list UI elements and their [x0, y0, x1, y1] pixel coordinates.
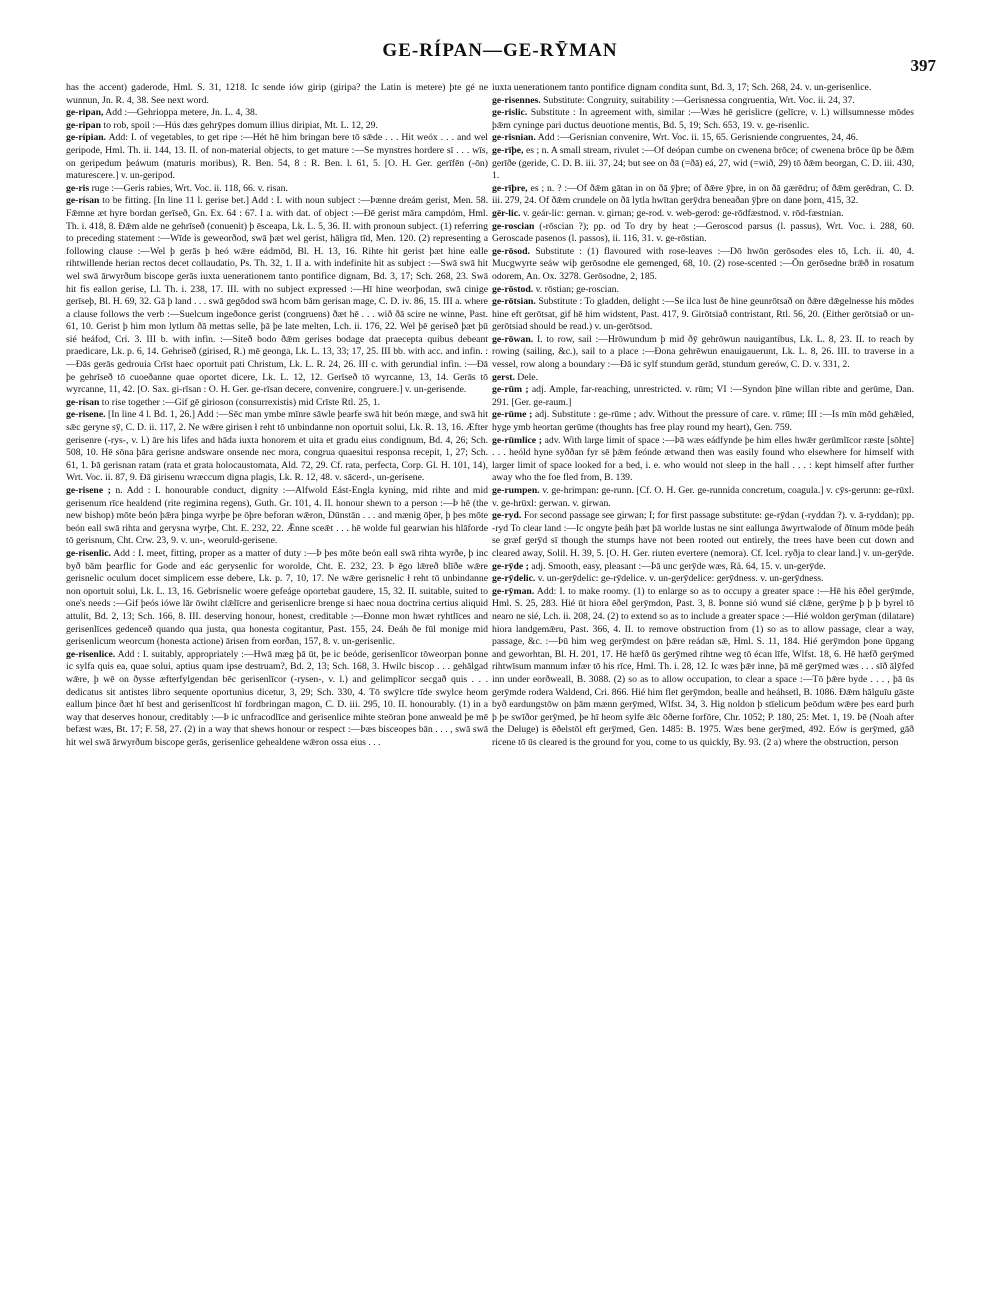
entry-headword: ge-rūme ;: [492, 409, 533, 421]
dictionary-entry: [492, 485, 914, 510]
dictionary-entry: [66, 195, 488, 397]
entry-text: n. Add : I. honourable conduct, dignity :—Alfwold Eást-Engla kyning, mid rihte and mid gerisenum rīce healdend (rite regimina regens), Guth. Gr. 101, 4. II. honour shewn to a person :—Þ hē (the new bishop) mōte beón þǣra þinga wyrþe þe ōþre beforan wǣron, Dūnstān . . . and mænig ōþer, þ þes mōte beón eall swā rihta and gerysna wyrþe, Cht. E. 232, 22. Ǣnne sceǣt . . . hē wolde ful gearwian his hlāforde tō gerisnum, Cht. Crw. 23, 9. v. un-, weoruld-gerisene.: [66, 485, 488, 547]
dictionary-entry: [66, 397, 488, 410]
dictionary-entry: [492, 586, 914, 750]
entry-headword: ge-ripan: [66, 119, 101, 131]
entry-headword: ge-risenlice.: [66, 648, 116, 660]
dictionary-entry: [66, 132, 488, 182]
entry-text: es ; n. A small stream, rivulet :—Of deópan cumbe on cwenena brōce; of cwenena brōce ūp be ðǣm gerīðe (geride, C. D. B. iii. 37, 24; but see on ðā (=ðā) eá, 27, wid (=wið, 29) tō ðǣm beorgan, C. D. iii. 430, 1.: [492, 144, 914, 182]
entry-text: Add :—Gehrioppa metere, Jn. L. 4, 38.: [105, 107, 258, 119]
dictionary-entry: [492, 145, 914, 183]
dictionary-entry: [492, 95, 914, 108]
dictionary-entry: [66, 120, 488, 133]
dictionary-entry: [66, 649, 488, 750]
entry-text: Add : I. meet, fitting, proper as a matter of duty :—Þ þes mōte beón eall swā rihta wyrðe, þ inc byð bām þearflic for Gode and eác gerysenlic for worolde, Cht. E. 232, 23. Þ ēgo lǣreð blīðe wǣre gerisnelic oculum docet simplicem esse debere, Lk. p. 7, 10, 17. Ne wǣre gerisnelic ł reht tō unbindanne non oportuit solui, Lk. L. 13, 16. Gebrisnelic woere gefeáge oportebat gaudere, 15, 32. II. suitable, suited to one's needs :—Gif þeós iówe lār ōwiht clǣlīcre and gerisenlicre brenge si haec noua doctrina certius aliquid attulit, Bd. 2, 13; Sch. 166, 8. III. deserving honour, honest, creditable :—Ðonne mon hwæt ryhtlīces and gerisenlīces gedenceð quando qua justa, qua honesta cogitantur, Past. 155, 24. Ðeáh ðe fūl monige mid gerisenlicum weorcum (honesta actione) ārisen from eorðan, 157, 8. v. un-gerisenlic.: [66, 547, 488, 648]
dictionary-entry: [66, 183, 488, 196]
entry-text: Substitute : In agreement with, similar :—Wæs hē gerislicre (gelīcre, v. l.) willsumnesse mōdes þǣm cyninge pari ductus deuotione mentis, Bd. 5, 19; Sch. 653, 19. v. ge-risenlic.: [492, 107, 914, 131]
dictionary-entry: [492, 409, 914, 434]
entry-headword: ge-ris: [66, 182, 90, 194]
dictionary-entry: [492, 573, 914, 586]
page-number: 397: [910, 56, 936, 75]
entry-headword: ge-rísan: [66, 396, 100, 408]
entry-headword: ge-risenlic.: [66, 547, 111, 559]
dictionary-entry: [492, 183, 914, 208]
entry-headword: ge-rípian.: [66, 132, 107, 144]
entry-headword: ge-rȳdelic.: [492, 573, 536, 585]
entry-headword: ge-risennes.: [492, 94, 541, 106]
entry-headword: ge-rōstod.: [492, 283, 534, 295]
entry-headword: ge-rȳde ;: [492, 560, 529, 572]
entry-headword: gerst.: [492, 371, 515, 383]
entry-headword: gēr-lic.: [492, 207, 521, 219]
dictionary-entry: [66, 107, 488, 120]
entry-headword: ge-rísan: [66, 195, 100, 207]
right-column: [492, 82, 914, 1282]
entry-text: adv. With large limit of space :—Þā wæs eádfynde þe him elles hwǣr gerūmlīcor ræste [sōhte] . . . heóld hyne syððan fyr sē þǣm feónde ætwand then was easily found who elsewhere for himself with larger limit of space looked for a bed, i. e. who would not sleep in the hall . . . : kept himself after further away who the foe fled from, B. 139.: [492, 434, 914, 484]
entry-text: has the accent) gaderode, Hml. S. 31, 1218. Ic sende iów girip (giripa? the Latin is metere) þte gé ne wunnun, Jn. R. 4, 38. See next word.: [66, 82, 488, 106]
page-header: [60, 40, 940, 76]
dictionary-entry: [66, 409, 488, 485]
dictionary-entry: [492, 107, 914, 132]
entry-headword: ge-rōsod.: [492, 245, 530, 257]
dictionary-entry: [492, 435, 914, 485]
entry-text: to be fitting. [In line 11 l. gerise bet.] Add : I. with noun subject :—Þænne dreám gerist, Men. 58. Fǣmne æt hyre bordan gerīseð, Gn. Ex. 64 : 67. I a. with dat. of object :—Ðē gerist māra campdóm, Hml. Th. i. 418, 8. Ðǣm alde ne gehrīseð (conuenit) þ ēsceapa, Lk. L. 5, 36. II. with pronoun subject. (1) referring to preceding statement :—Wīde is geweorðod, swā þæt wel gerist, hāligra tīd, Men. 120. (2) representing a following clause :—Wel þ gerās þ heó wǣre eádmōd, Bl. H. 13, 16. Rihte hit gerist þæt hine ealle rihtwillende herian rectos decet collaudatio, Ps. Th. 32, 1. II a. with indefinite hit as subject :—Swā swā hit wel swā ārwyrðum biscope gerās iuxta uenerationem tanto pontifice dignam, Bd. 3, 17; Sch. 268, 23. Swā hit fis eallon gerise, Ll. Th. i. 238, 17. III. with no subject expressed :—Hī hine weorþodan, swā cinige gerīseþ, Bl. H. 69, 32. Gā þ land . . . swā gegōdod swā hcom bām gerisan mage, C. D. iv. 86, 15. III a. where a clause follows the verb :—Suelcum ingeðonce gerist (congruens) ðæt hē . . . wið ðā scire ne winne, Past. 61, 10. Gerist þ him mon lytlum ðā mettas selle, þā þe late melten, Lch. ii. 176, 22. Wel þē geriseð þæt þū sié heáfod, Cri. 3. III b. with infin. :—Siteð bodo ðǣm gerises bodage dat praecepta quibus debeant praedicare, Lk. p. 6, 14. Gehriseð (girised, R.) mē geonga, Lk. L. 13, 33; 17, 25. III bb. with acc. and infin. :—Ðās gerās gedrouia Crīst haec oportuit pati Christum, Lk. L. R. 24, 26. III c. with gerundial infin. :—Ðā þe gehrīseð tō cuoeðanne quae oportet dicere, Lk. L. 12, 12. Gerīseð tō wyrcanne, 13, 14. Gerās tō wyrcanne, 11, 42. [O. Sax. gi-rīsan : O. H. Ger. ge-rīsan decere, convenire, congruere.] v. un-gerisende.: [66, 195, 488, 396]
entry-headword: ge-rīþe,: [492, 144, 524, 156]
entry-text: For second passage see girwan; I; for first passage substitute: ge-rȳdan (-ryddan ?). v. ā-ryddan); pp. -ryd To clear land :—Ic ongyte þeáh þæt þā worlde lustas ne sint eallunga āwyrtwalode of ðīnum mōde þeáh se græf gerȳd sī though the stumps have not been rooted out entirely, the trees have been cut down and cleared away, Solil. H. 39, 5. [O. H. Ger. riuten evertere (nemora). Cf. Icel. ryðja to clear land.] v. un-gerȳde.: [492, 510, 914, 559]
entry-headword: ge-rumpen.: [492, 485, 540, 496]
entry-text: Add: I. of vegetables, to get ripe :—Hét hē him bringan bere tō sǣde . . . Hit weóx . . . and wel geripode, Hml. Th. ii. 144, 13. II. of non-material objects, to get mature :—Se mynstres hordere sī . . . wīs, on geripedum þeáwum (maturis moribus), R. Ben. 54, 8 : R. Ben. l. 61, 5. [O. H. Ger. gerīfēn (-ōn) maturescere.] v. un-geripod.: [66, 132, 488, 182]
entry-text: Add: I. to make roomy. (1) to enlarge so as to occupy a greater space :—Hē his ēðel gerȳmde, Hml. S. 25, 283. Hié ūt hiora ēðel gerȳmdon, Past. 3, 8. Þonne sió wund sié clǣne, gerȳme þ þ þ byrel tō nearo ne sié, Lch. ii. 208, 24. (2) to extend so as to include a greater space :—Hié woldon gerȳman (dilatare) hiora landgemǣru, Past. 366, 4. II. to remove obstruction from (1) so as to allow passage, clear a way, passage, &c. :—Þū him weg gerȳmdest on þǣre reádan sǣ, Hml. S. 11, 184. Hié gerȳmdon þone ūpgang and geworhtan, Bl. H. 201, 17. Hē hæfð ūs gerȳmed rihtne weg tō écan līfe, Wlfst. 18, 6. Hē hæfð gerȳmed rihtwīsum mannum infær tō his rīce, Hml. Th. i. 28, 12. Ic wæs þǣr inne, þā mē gerȳmed wæs . . . sīð ālȳfed inn under eorðweall, B. 3088. (2) so as to allow occupation, to clear a space :—Tō þǣre byde . . . , þā ūs gerȳmde rodera Waldend, Cri. 866. Hié him flet gerȳmdon, bealle and heáhsetl, B. 1086. Ðǣm hālguīu gāste byð eardungstōw on þām mænn gerȳmed, Wlfst. 34, 3. Hig noldon þ stīelicum þeōdum wǣre þes eard þurh þ þe swīðor gerȳmed, þe hī heom sylfe ǣlc ōðerne forfōre, Chr. 1052; P. 180, 25: Met. 1, 19. Þē (Noah after the Deluge) is ēðelstōl eft gerȳmed, Gen. 1485: B. 1975. Wæs bene gerȳmed, 492. Eów is gerȳmed, gāð ricene tō ūs cleared is the ground for you, come to us quickly, By. 93. (2 a) where the obstruction, person: [492, 585, 914, 748]
entry-text: Substitute: Congruity, suitability :—Gerisnessa congruentia, Wrt. Voc. ii. 24, 37.: [543, 94, 855, 106]
entry-text: adj. Substitute : ge-rūme ; adv. Without the pressure of care. v. rūme; III :—Is mīn mōd gehǣled, hyge ymb heortan gerūme (thoughts has free play round my heart), Gen. 759.: [492, 409, 914, 434]
entry-text: ruge :—Geris rabies, Wrt. Voc. ii. 118, 66. v. risan.: [91, 182, 288, 194]
dictionary-entry: [66, 485, 488, 548]
entry-text: adj. Smooth, easy, pleasant :—Þā unc gerȳde wæs, Rä. 64, 15. v. un-gerȳde.: [531, 560, 826, 572]
dictionary-entry: [66, 82, 488, 107]
entry-headword: ge-rōwan.: [492, 333, 534, 345]
dictionary-entry: [492, 561, 914, 574]
dictionary-entry: [492, 284, 914, 297]
entry-headword: ge-rȳman.: [492, 585, 535, 597]
entry-headword: ge-rūm ;: [492, 384, 529, 396]
entry-text: to rob, spoil :—Hús dæs gehrȳpes domum illius diripiat, Mt. L. 12, 29.: [103, 119, 378, 131]
dictionary-entry: [492, 132, 914, 145]
entry-text: Dele.: [517, 371, 539, 383]
dictionary-entry: [492, 221, 914, 246]
left-column: [66, 82, 488, 1282]
entry-headword: ge-risnian.: [492, 132, 536, 144]
dictionary-entry: [492, 82, 914, 95]
entry-headword: ge-ryd.: [492, 510, 522, 522]
dictionary-entry: [492, 246, 914, 284]
entry-text: v. un-gerȳdelic: ge-rȳdelice. v. un-gerȳdelice: gerȳdness. v. un-gerȳdness.: [537, 573, 824, 585]
dictionary-entry: [492, 384, 914, 409]
dictionary-entry: [492, 208, 914, 221]
entry-headword: ge-risene.: [66, 409, 106, 421]
entry-headword: ge-risene ;: [66, 485, 111, 496]
dictionary-entry: [492, 334, 914, 372]
entry-text: v. geár-lic: gernan. v. girnan; ge-rod. v. web-gerod: ge-rōdfæstnod. v. rōd-fæstnian.: [522, 207, 844, 219]
entry-text: Add :—Gerisnian convenire, Wrt. Voc. ii. 15, 65. Gerisniende congruentes, 24, 46.: [537, 132, 859, 144]
entry-text: Substitute : To gladden, delight :—Se ilca lust ðe hine geunrōtsað on ðǣre dǣgelnesse his mōdes hine eft gerōtsat, gif hē him widstent, Past. 417, 9. Girōtsiað contristant, Rtl. 56, 20. (Either gerōtsiað or un-gerōtsiad should be read.) v. un-gerōtsod.: [492, 296, 914, 333]
entry-text: to rise together :—Gif gē girioson (consurrexistis) mid Crīste Rtl. 25, 1.: [101, 396, 381, 408]
entry-text: es ; n. ? :—Of ðǣm gātan in on ðā ȳþre; of ðǣre ȳþre, in on ðā gærēdru; of ðǣm gerēdran, C. D. iii. 279, 24. Of ðǣm crundele on ðā lytla hwītan gerȳdra beneaðan ȳþre on dane þorn, 415, 32.: [492, 182, 914, 207]
entry-headword: ge-rūmlice ;: [492, 434, 542, 446]
entry-headword: ge-ripan,: [66, 107, 104, 119]
entry-text: I. to row, sail :—Hrōwundum þ mid ðȳ gehrōwun nauigantibus, Lk. L. 8, 23. II. to reach by rowing (sailing, &c.), sail to a place :—Ðona gehrēwun enauigauerunt, Lk. L. 8, 26. III. to traverse in a vessel, row along a boundary :—Ðā ic sylf stundum gerād, stundum gereów, C. D. v. 331, 2.: [492, 333, 914, 371]
entry-headword: ge-rislic.: [492, 107, 528, 119]
entry-headword: ge-roscian: [492, 220, 535, 232]
dictionary-entry: [492, 372, 914, 385]
entry-text: [In line 4 l. Bd. 1, 26.] Add :—Sēc man ymbe mīnre sāwle þearfe swā hit beón mæge, and swā hit sǣc geryne sȳ, C. D. ii. 117, 2. Ne wǣre girisen ł reht tō unbindanne non oportuit solui, Lk. R. 13, 16. Æfter gerisenre (-rys-, v. l.) āre his lifes and hāda iuxta honorem et uita et gradu eius condignum, Bd. 4, 26; Sch. 508, 10. Hē sōna þāra gerisne andsware onsende nec mora, congrua quaesitui responsa recepit, 1, 27; Sch. 61, 1. Þā gerisnan ratam (rata et grata holocaustomata, Ald. 72, 29. Cf. rata, perfecta, Corp. Gl. H. 101, 14), Wrt. Voc. ii. 87, 9. Ðā girisenu wræccum digna plagis, Lk. R. 12, 48. v. sācerd-, un-gerisene.: [66, 409, 488, 484]
entry-text: Add : I. suitably, appropriately :—Hwā mæg þā ūt, þe ic beóde, gerisenlīcor tōweorpan þonne ic sylfa quis ea, quae solui, aptius quam ipse destruam?, Bd. 2, 13; Sch. 168, 3. Hwilc biscop . . . gehālgad wǣre, þ wē on ðysse æfterfylgendan bēc gerisenlīcor (-rysen-, v. l.) and gelimplīcor secgað quis . . . dedicatus sit antistes libro sequente oportunius dicetur, 3, 29; Sch. 330, 4. Tō swȳlcre tīde swylce heom eallum þince ðæt hī best and gerisenlīcost hī fordbringan magon, C. D. iii. 295, 10. II. honourably. (1) in a way that deserves honour, creditably :—Þ ic unfracodlīce and gerisenlice mihte steōran þone anweald þe mē befæst wæs, Bt. 17; F. 58, 27. (2) in a way that shews honour or respect :—Þæs bisceopes bān . . . , swā swā hit wel swā ārwyrðum biscope gerās, gerisenlice gehealdene wǣron ossa eius . . .: [66, 648, 488, 748]
running-head: GE-RÍPAN—GE-RȲMAN: [382, 40, 618, 61]
entry-headword: ge-rīþre,: [492, 182, 528, 194]
entry-headword: ge-rōtsian.: [492, 296, 536, 308]
entry-text: v. rōstian; ge-roscian.: [535, 283, 619, 295]
entry-text: Substitute : (1) flavoured with rose-leaves :—Dō hwōn gerōsodes eles tō, Lch. ii. 40, 4. Mucgwyrte seáw wiþ gerōsodne ele gemenged, 68, 10. (2) rose-scented :—Ōn gerōsedne brǣð in rosatum odorem, An. Ox. 3278. Gerōsodne, 2, 185.: [492, 245, 914, 282]
dictionary-entry: [492, 510, 914, 560]
entry-text: adj. Ample, far-reaching, unrestricted. v. rūm; VI :—Syndon þīne willan ribte and gerūme, Dan. 291. [Ger. ge-raum.]: [492, 384, 914, 408]
entry-text: (-rōscian ?); pp. od To dry by heat :—Geroscod parsus (l. passus), Wrt. Voc. i. 288, 60. Geroscade pasenos (l. passos), ii. 116, 31. v. ge-rōstian.: [492, 220, 914, 245]
entry-text: iuxta uenerationem tanto pontifice dignam condita sunt, Bd. 3, 17; Sch. 268, 24. v. un-gerisenlice.: [492, 82, 872, 93]
dictionary-entry: [492, 296, 914, 334]
dictionary-entry: [66, 548, 488, 649]
entry-text: v. ge-hrimpan: ge-runn. [Cf. O. H. Ger. ge-runnida concretum, coagula.] v. cȳs-gerunn: ge-rūxl. v. ge-hrūxl: gerwan. v. girwan.: [492, 485, 914, 509]
